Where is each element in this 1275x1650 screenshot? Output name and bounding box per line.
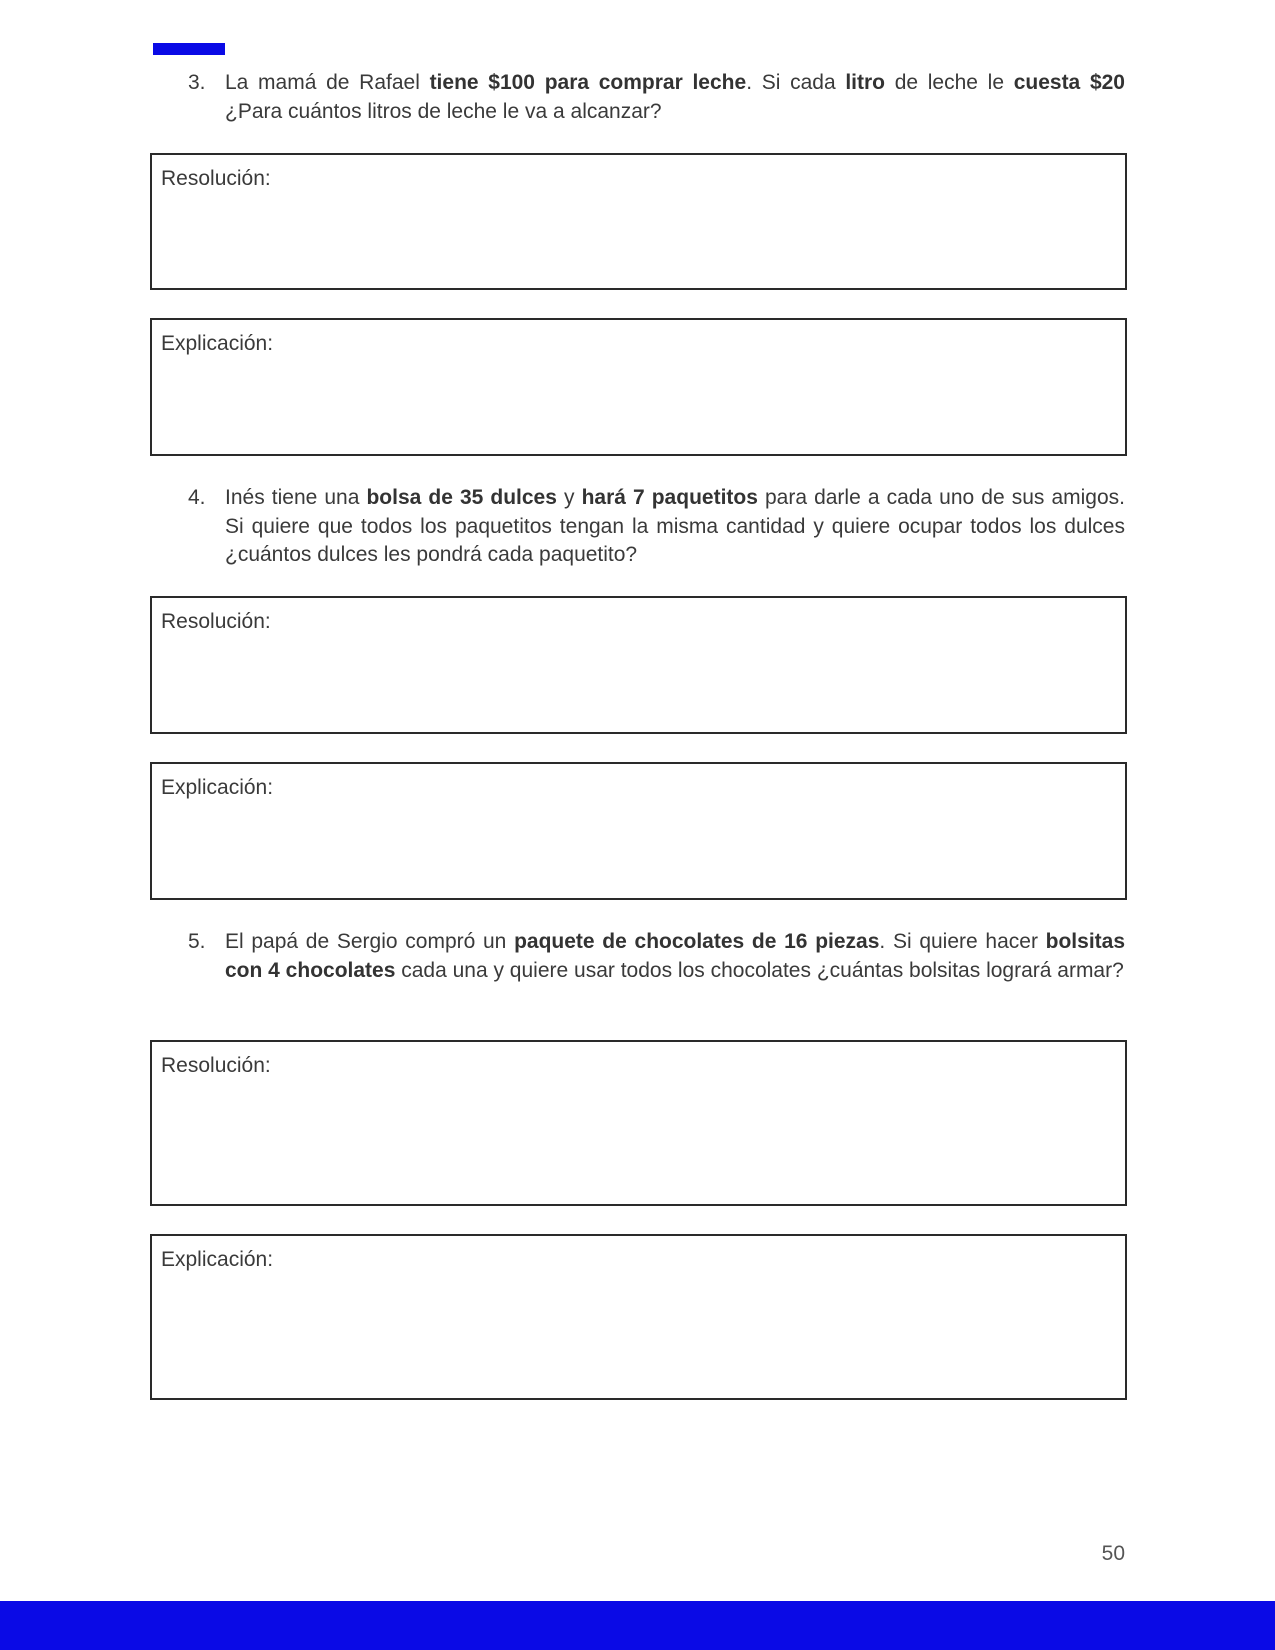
explanation-box[interactable] bbox=[150, 1234, 1127, 1400]
bold-text: bolsa de 35 dulces bbox=[366, 486, 557, 509]
explanation-label: Explicación: bbox=[161, 1248, 274, 1271]
problem-number: 4. bbox=[188, 486, 206, 509]
bold-text: bolsitas con 4 chocolates bbox=[225, 930, 1126, 982]
text-run: y bbox=[556, 486, 582, 509]
text-run: ¿Para cuántos litros de leche le va a alcanzar? bbox=[225, 99, 662, 123]
text-run: . Si cada bbox=[746, 71, 846, 94]
bold-text: hará 7 paquetitos bbox=[581, 486, 758, 509]
text-run: para darle a cada uno de sus amigos. Si quiere que todos los paquetitos tengan la misma cantidad y quiere ocupar todos los dulces ¿cuántos dulces les pondrá cada paquetito? bbox=[225, 486, 1125, 566]
explanation-label: Explicación: bbox=[161, 332, 274, 355]
problem-text bbox=[225, 69, 1125, 126]
bold-text: paquete de chocolates de 16 piezas bbox=[514, 930, 880, 953]
problem-text bbox=[225, 484, 1125, 570]
text-run: cada una y quiere usar todos los chocolates ¿cuántas bolsitas logrará armar? bbox=[395, 958, 1124, 982]
page-number: 50 bbox=[1101, 1542, 1125, 1565]
text-run: La mamá de Rafael bbox=[225, 71, 430, 94]
bold-text: litro bbox=[845, 71, 885, 94]
resolution-label: Resolución: bbox=[161, 1054, 271, 1077]
problem-4 bbox=[188, 484, 1125, 570]
resolution-box[interactable] bbox=[150, 153, 1127, 290]
bottom-accent-bar bbox=[0, 1601, 1275, 1650]
resolution-box[interactable] bbox=[150, 1040, 1127, 1206]
text-run: . Si quiere hacer bbox=[879, 930, 1046, 953]
problem-number: 5. bbox=[188, 930, 206, 953]
explanation-box[interactable] bbox=[150, 762, 1127, 900]
text-run: Inés tiene una bbox=[225, 486, 367, 509]
bold-text: cuesta $20 bbox=[1013, 71, 1125, 94]
text-run: El papá de Sergio compró un bbox=[225, 930, 515, 953]
top-accent-bar bbox=[153, 43, 225, 55]
resolution-label: Resolución: bbox=[161, 610, 271, 633]
explanation-label: Explicación: bbox=[161, 776, 274, 799]
resolution-label: Resolución: bbox=[161, 167, 271, 190]
resolution-box[interactable] bbox=[150, 596, 1127, 734]
explanation-box[interactable] bbox=[150, 318, 1127, 456]
text-run: de leche le bbox=[885, 71, 1014, 94]
problem-3 bbox=[188, 69, 1125, 126]
problem-5 bbox=[188, 928, 1125, 985]
problem-text bbox=[225, 928, 1125, 985]
bold-text: tiene $100 para comprar leche bbox=[429, 71, 747, 94]
problem-number: 3. bbox=[188, 71, 206, 94]
